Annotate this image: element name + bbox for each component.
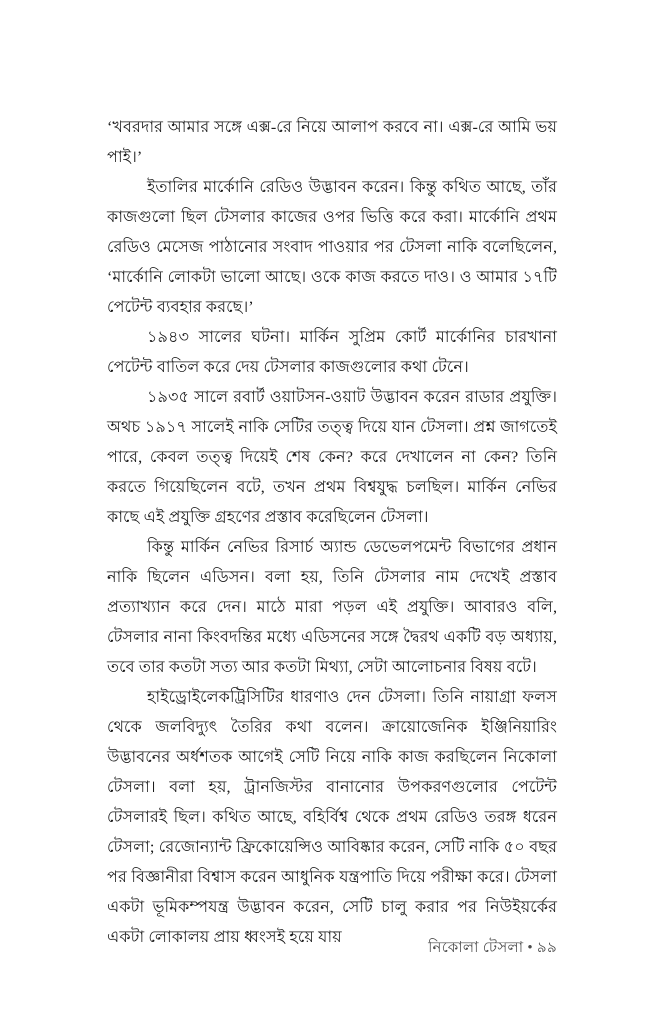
page-text-block bbox=[107, 112, 557, 952]
paragraph-radar-1935: ১৯৩৫ সালে রবার্ট ওয়াটসন-ওয়াট উদ্ভাবন করেন রাডার প্রযুক্তি। অথচ ১৯১৭ সালেই নাকি সেটির তত্ত্ব দিয়ে যান টেসলা। প্রশ্ন জাগতেই পারে, কেবল তত্ত্ব দিয়েই শেষ কেন? করে দেখালেন না কেন? তিনি করতে গিয়েছিলেন বটে, তখন প্রথম বিশ্বযুদ্ধ চলছিল। মার্কিন নেভির কাছে এই প্রযুক্তি গ্রহণের প্রস্তাব করেছিলেন টেসলা। bbox=[107, 388, 557, 526]
footer-book-title: নিকোলা টেসলা bbox=[428, 940, 524, 956]
footer-page-number: ৯৯ bbox=[536, 940, 557, 956]
paragraph-marconi-radio: ইতালির মার্কোনি রেডিও উদ্ভাবন করেন। কিন্তু কথিত আছে, তাঁর কাজগুলো ছিল টেসলার কাজের ওপর ভিত্তি করে করা। মার্কোনি প্রথম রেডিও মেসেজ পাঠানোর সংবাদ পাওয়ার পর টেসলা নাকি বলেছিলেন, ‘মার্কোনি লোকটা ভালো আছে। ওকে কাজ করতে দাও। ও আমার ১৭টি পেটেন্ট ব্যবহার করছে।’ bbox=[107, 178, 557, 316]
paragraph-navy-edison: কিন্তু মার্কিন নেভির রিসার্চ অ্যান্ড ডেভেলপমেন্ট বিভাগের প্রধান নাকি ছিলেন এডিসন। বলা হয়, তিনি টেসলার নাম দেখেই প্রস্তাব প্রত্যাখ্যান করে দেন। মাঠে মারা পড়ল এই প্রযুক্তি। আবারও বলি, টেসলার নানা কিংবদন্তির মধ্যে এডিসনের সঙ্গে দ্বৈরথ একটি বড় অধ্যায়, তবে তার কতটা সত্য আর কতটা মিথ্যা, সেটা আলোচনার বিষয় বটে। bbox=[107, 538, 557, 676]
paragraph-hydroelectricity: হাইড্রোইলেকট্রিসিটির ধারণাও দেন টেসলা। তিনি নায়াগ্রা ফলস থেকে জলবিদ্যুৎ তৈরির কথা বলেন। ক্রায়োজেনিক ইঞ্জিনিয়ারিং উদ্ভাবনের অর্ধশতক আগেই সেটি নিয়ে নাকি কাজ করছিলেন নিকোলা টেসলা। বলা হয়, ট্রানজিস্টর বানানোর উপকরণগুলোর পেটেন্ট টেসলারই ছিল। কথিত আছে, বহির্বিশ্ব থেকে প্রথম রেডিও তরঙ্গ ধরেন টেসলা; রেজোন্যান্ট ফ্রিকোয়েন্সিও আবিষ্কার করেন, সেটি নাকি ৫০ বছর পর বিজ্ঞানীরা বিশ্বাস করেন আধুনিক যন্ত্রপাতি দিয়ে পরীক্ষা করে। টেসলা একটা ভূমিকম্পযন্ত্র উদ্ভাবন করেন, সেটি চালু করার পর নিউইয়র্কের একটা লোকালয় প্রায় ধ্বংসই হয়ে যায় bbox=[107, 688, 557, 946]
paragraph-quote: ‘খবরদার আমার সঙ্গে এক্স-রে নিয়ে আলাপ করবে না। এক্স-রে আমি ভয় পাই।’ bbox=[107, 118, 557, 166]
paragraph-supreme-court-1943: ১৯৪৩ সালের ঘটনা। মার্কিন সুপ্রিম কোর্ট মার্কোনির চারখানা পেটেন্ট বাতিল করে দেয় টেসলার কাজগুলোর কথা টেনে। bbox=[107, 328, 557, 376]
page-footer bbox=[107, 935, 557, 961]
footer-separator-bullet: • bbox=[527, 940, 533, 956]
